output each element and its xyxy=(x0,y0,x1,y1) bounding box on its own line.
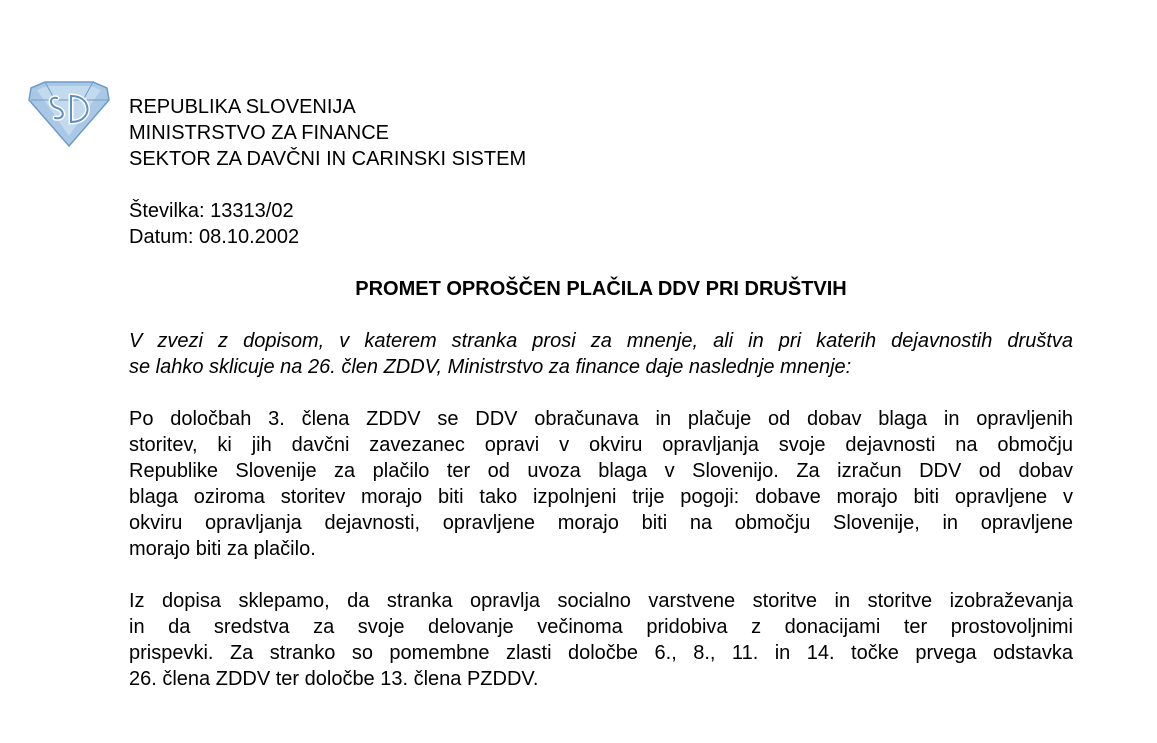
document-title: PROMET OPROŠČEN PLAČILA DDV PRI DRUŠTVIH xyxy=(355,278,847,300)
letterhead-line-ministry: MINISTRSTVO ZA FINANCE xyxy=(129,122,390,144)
intro-line: V zvezi z dopisom, v katerem stranka prosi za mnenje, ali in pri katerih dejavnostih društva xyxy=(129,330,1073,352)
paragraph-line: storitev, ki jih davčni zavezanec opravi v okviru opravljanja svoje dejavnosti na območju xyxy=(129,434,1073,456)
paragraph-line: Po določbah 3. člena ZDDV se DDV obračunava in plačuje od dobav blaga in opravljenih xyxy=(129,408,1073,430)
ministry-logo xyxy=(27,78,111,148)
paragraph-line: okviru opravljanja dejavnosti, opravljene morajo biti na območju Slovenije, in opravljene xyxy=(129,512,1073,534)
paragraph-line: blaga oziroma storitev morajo biti tako izpolnjeni trije pogoji: dobave morajo biti opravljene v xyxy=(129,486,1073,508)
paragraph-line: 26. člena ZDDV ter določbe 13. člena PZDDV. xyxy=(129,668,539,690)
document-page xyxy=(129,94,1073,692)
ministry-shield-logo-icon xyxy=(27,78,111,148)
paragraph-line: in da sredstva za svoje delovanje večinoma pridobiva z donacijami ter prostovoljnimi xyxy=(129,616,1073,638)
document-number: Številka: 13313/02 xyxy=(129,200,294,222)
intro-line: se lahko sklicuje na 26. člen ZDDV, Ministrstvo za finance daje naslednje mnenje: xyxy=(129,356,852,378)
paragraph-line: prispevki. Za stranko so pomembne zlasti določbe 6., 8., 11. in 14. točke prvega odstavka xyxy=(129,642,1073,664)
document-reference xyxy=(129,198,1073,250)
intro-paragraph xyxy=(129,328,1073,380)
letterhead xyxy=(129,94,1073,172)
paragraph-line: morajo biti za plačilo. xyxy=(129,538,316,560)
body-paragraph-1 xyxy=(129,406,1073,562)
letterhead-line-republic: REPUBLIKA SLOVENIJA xyxy=(129,96,356,118)
document-date: Datum: 08.10.2002 xyxy=(129,226,300,248)
letterhead-line-sector: SEKTOR ZA DAVČNI IN CARINSKI SISTEM xyxy=(129,148,527,170)
paragraph-line: Republike Slovenije za plačilo ter od uvoza blaga v Slovenijo. Za izračun DDV od dobav xyxy=(129,460,1073,482)
body-paragraph-2 xyxy=(129,588,1073,692)
paragraph-line: Iz dopisa sklepamo, da stranka opravlja socialno varstvene storitve in storitve izobraževanja xyxy=(129,590,1073,612)
